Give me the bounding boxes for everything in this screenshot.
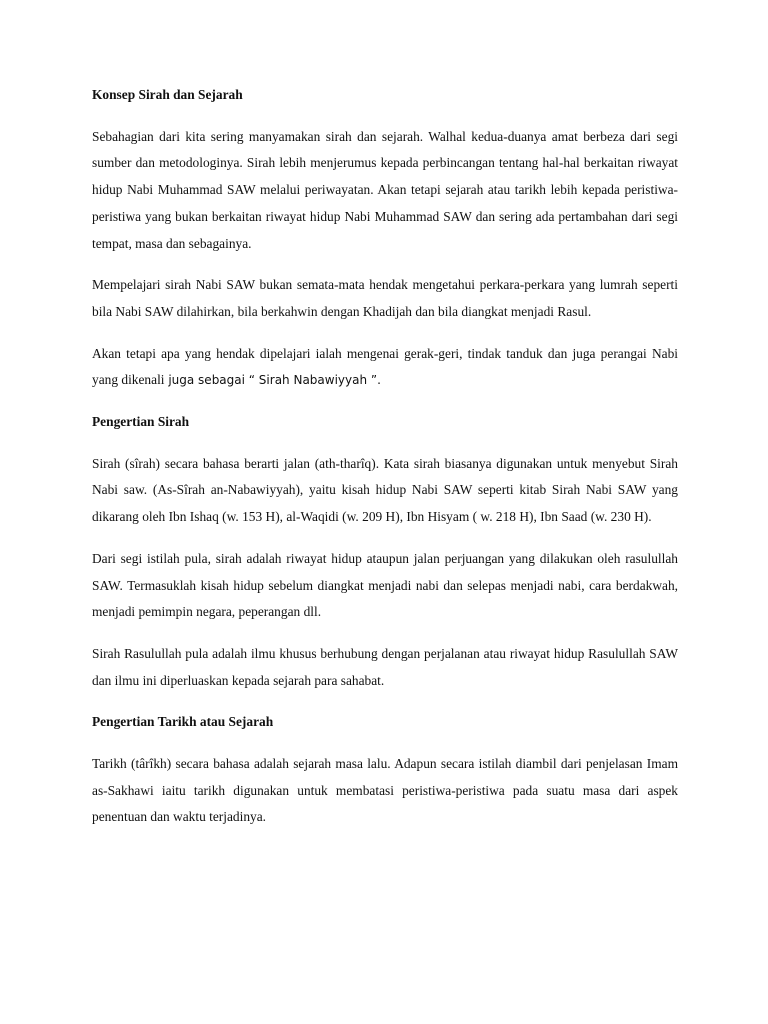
paragraph: Sirah Rasulullah pula adalah ilmu khusus berhubung dengan perjalanan atau riwayat hidup Rasulullah SAW dan ilmu ini diperluaskan kepada sejarah para sahabat. xyxy=(92,645,678,688)
paragraph-text: Akan tetapi apa yang hendak dipelajari ialah mengenai gerak-geri, tindak tanduk dan juga perangai Nabi yang dikenali xyxy=(92,345,678,388)
paragraph: Sebahagian dari kita sering manyamakan sirah dan sejarah. Walhal kedua-duanya amat berbeza dari segi sumber dan metodologinya. Sirah lebih menjerumus kepada perbincangan tentang hal-hal berkaitan riwayat hidup Nabi Muhammad SAW melalui periwayatan. Akan tetapi sejarah atau tarikh lebih kepada peristiwa-peristiwa yang bukan berkaitan riwayat hidup Nabi Muhammad SAW dan sering ada pertambahan dari segi tempat, masa dan sebagainya. xyxy=(92,128,678,251)
paragraph: Sirah (sîrah) secara bahasa berarti jalan (ath-tharîq). Kata sirah biasanya digunakan untuk menyebut Sirah Nabi saw. (As-Sîrah an-Nabawiyyah), yaitu kisah hidup Nabi SAW seperti kitab Sirah Nabi SAW yang dikarang oleh Ibn Ishaq (w. 153 H), al-Waqidi (w. 209 H), Ibn Hisyam ( w. 218 H), Ibn Saad (w. 230 H). xyxy=(92,455,678,525)
paragraph: Dari segi istilah pula, sirah adalah riwayat hidup ataupun jalan perjuangan yang dilakukan oleh rasulullah SAW. Termasuklah kisah hidup sebelum diangkat menjadi nabi dan selepas menjadi nabi, cara berdakwah, menjadi pemimpin negara, peperangan dll. xyxy=(92,550,678,620)
paragraph: Mempelajari sirah Nabi SAW bukan semata-mata hendak mengetahui perkara-perkara yang lumrah seperti bila Nabi SAW dilahirkan, bila berkahwin dengan Khadijah dan bila diangkat menjadi Rasul. xyxy=(92,277,678,319)
paragraph-mixed-font xyxy=(92,341,678,394)
paragraph: Tarikh (târîkh) secara bahasa adalah sejarah masa lalu. Adapun secara istilah diambil dari penjelasan Imam as-Sakhawi iaitu tarikh digunakan untuk membatasi peristiwa-peristiwa pada suatu masa dari aspek penentuan dan waktu terjadinya. xyxy=(92,756,678,825)
section-heading-konsep: Konsep Sirah dan Sejarah xyxy=(92,87,243,102)
section-heading-pengertian-sirah: Pengertian Sirah xyxy=(92,414,190,430)
paragraph-text-sans: juga sebagai “ Sirah Nabawiyyah ”. xyxy=(164,373,381,388)
section-heading-pengertian-tarikh: Pengertian Tarikh atau Sejarah xyxy=(92,714,274,730)
document-body xyxy=(92,82,678,846)
